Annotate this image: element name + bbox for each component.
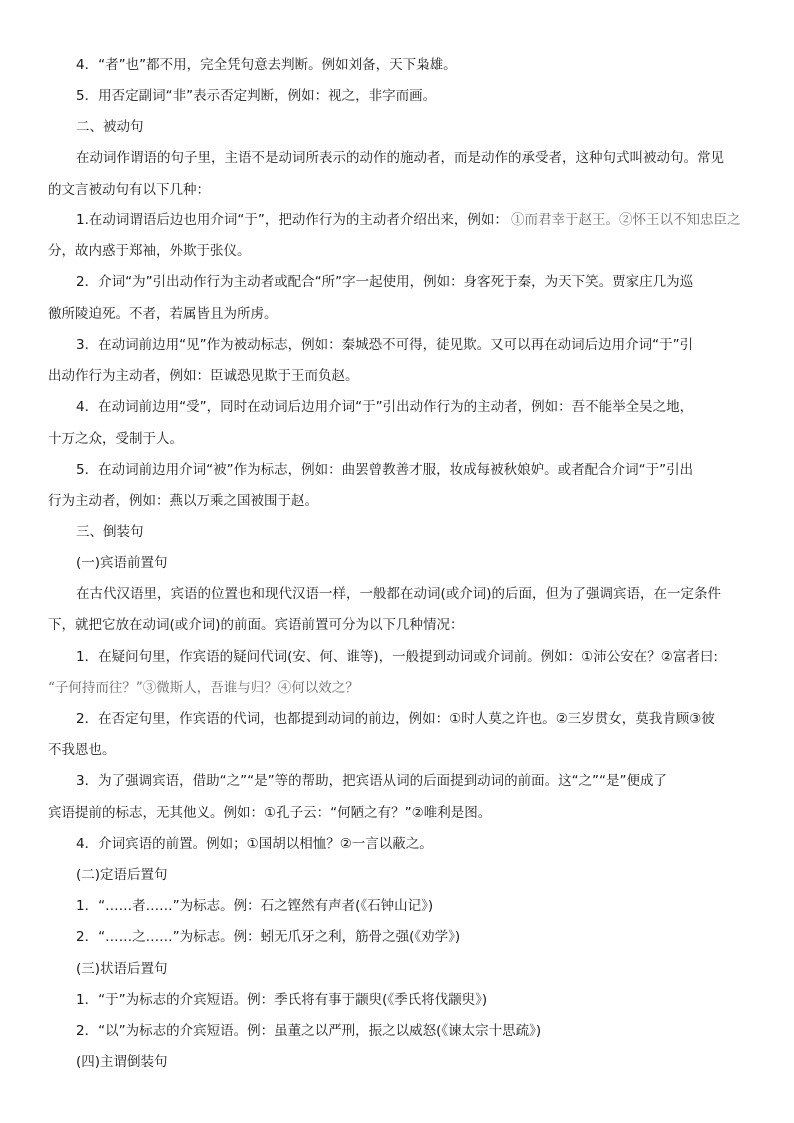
object-rule-3-line-1: 3．为了强调宾语，借助“之”“是”等的帮助，把宾语从词的后面提到动词的前面。这“之”“是”便成了 [76,773,668,789]
passive-rule-2-line-2: 徼所陵迫死。不者，若属皆且为所虏。 [48,306,278,322]
passive-rule-5-line-1: 5．在动词前边用介词“被”作为标志，例如：曲罢曾教善才服，妆成每被秋娘妒。或者配合介词“于”引出 [76,462,694,478]
passive-rule-1-examples: ①而君幸于赵王。②怀王以不知忠臣之 [511,212,741,228]
object-rule-2-line-2: 不我恩也。 [48,742,116,758]
section-heading-inverted: 三、倒装句 [76,524,144,540]
object-rule-1-line-2: “子何持而往？”③微斯人，吾谁与归？④何以效之？ [48,680,359,696]
passive-intro-line-2: 的文言被动句有以下几种： [48,182,210,198]
object-rule-1-line-1: 1．在疑问句里，作宾语的疑问代词(安、何、谁等)，一般提到动词或介词前。例如：①沛公安在？②富者曰: [76,649,718,665]
object-rule-4: 4．介词宾语的前置。例如；①国胡以相恤？②一言以蔽之。 [76,836,433,852]
object-intro-line-2: 下，就把它放在动词(或介词)的前面。宾语前置可分为以下几种情况： [48,617,464,633]
passive-rule-5-line-2: 行为主动者，例如：燕以万乘之国被围于赵。 [48,493,318,509]
judgment-rule-4: 4．“者”也”都不用，完全凭句意去判断。例如刘备，天下枭雄。 [76,57,457,73]
passive-rule-1-line-2: 分，故内惑于郑袖，外欺于张仪。 [48,243,251,259]
passive-rule-3-line-2: 出动作行为主动者，例如：臣诚恐见欺于王而负赵。 [48,368,359,384]
object-rule-3-line-2: 宾语提前的标志，无其他义。例如：①孔子云：“何陋之有？”②唯利是图。 [48,805,492,821]
object-rule-2-line-1: 2．在否定句里，作宾语的代词，也都提到动词的前边，例如：①时人莫之许也。②三岁贯女，莫我肯顾③彼 [76,711,715,727]
passive-rule-4-line-1: 4．在动词前边用“受”，同时在动词后边用介词“于”引出动作行为的主动者，例如：吾不能举全吴之地， [76,399,694,415]
attributive-rule-1: 1．“……者……”为标志。例：石之铿然有声者(《石钟山记》) [76,898,434,914]
passive-rule-1-line-1: 1.在动词谓语后边也用介词“于”，把动作行为的主动者介绍出来，例如： [76,212,508,228]
passive-rule-3-line-1: 3．在动词前边用“见”作为被动标志，例如：秦城恐不可得，徒见欺。又可以再在动词后边用介词“于”引 [76,337,694,353]
passive-rule-2-line-1: 2．介词“为”引出动作行为主动者或配合“所”字一起使用，例如：身客死于秦，为天下笑。贾家庄几为巡 [76,274,694,290]
adverbial-rule-1: 1．“于”为标志的介宾短语。例：季氏将有事于颛臾(《季氏将伐颛臾》) [76,992,488,1008]
subsection-adverbial-postposed: (三)状语后置句 [76,961,168,977]
object-intro-line-1: 在古代汉语里，宾语的位置也和现代汉语一样，一般都在动词(或介词)的后面，但为了强调宾语，在一定条件 [76,586,722,602]
subsection-subject-predicate-inverted: (四)主谓倒装句 [76,1054,168,1070]
section-heading-passive: 二、被动句 [76,119,144,135]
subsection-attributive-postposed: (二)定语后置句 [76,867,168,883]
judgment-rule-5: 5．用否定副词“非”表示否定判断，例如：视之，非字而画。 [76,88,437,104]
subsection-object-preposed: (一)宾语前置句 [76,555,168,571]
passive-intro-line-1: 在动词作谓语的句子里，主语不是动词所表示的动作的施动者，而是动作的承受者，这种句式叫被动句。常见 [76,150,724,166]
adverbial-rule-2: 2．“以”为标志的介宾短语。例：虽董之以严刑，振之以威怒(《谏太宗十思疏》) [76,1023,542,1039]
passive-rule-4-line-2: 十万之众，受制于人。 [48,431,183,447]
attributive-rule-2: 2．“……之……”为标志。例：蚓无爪牙之利，筋骨之强(《劝学》) [76,929,461,945]
